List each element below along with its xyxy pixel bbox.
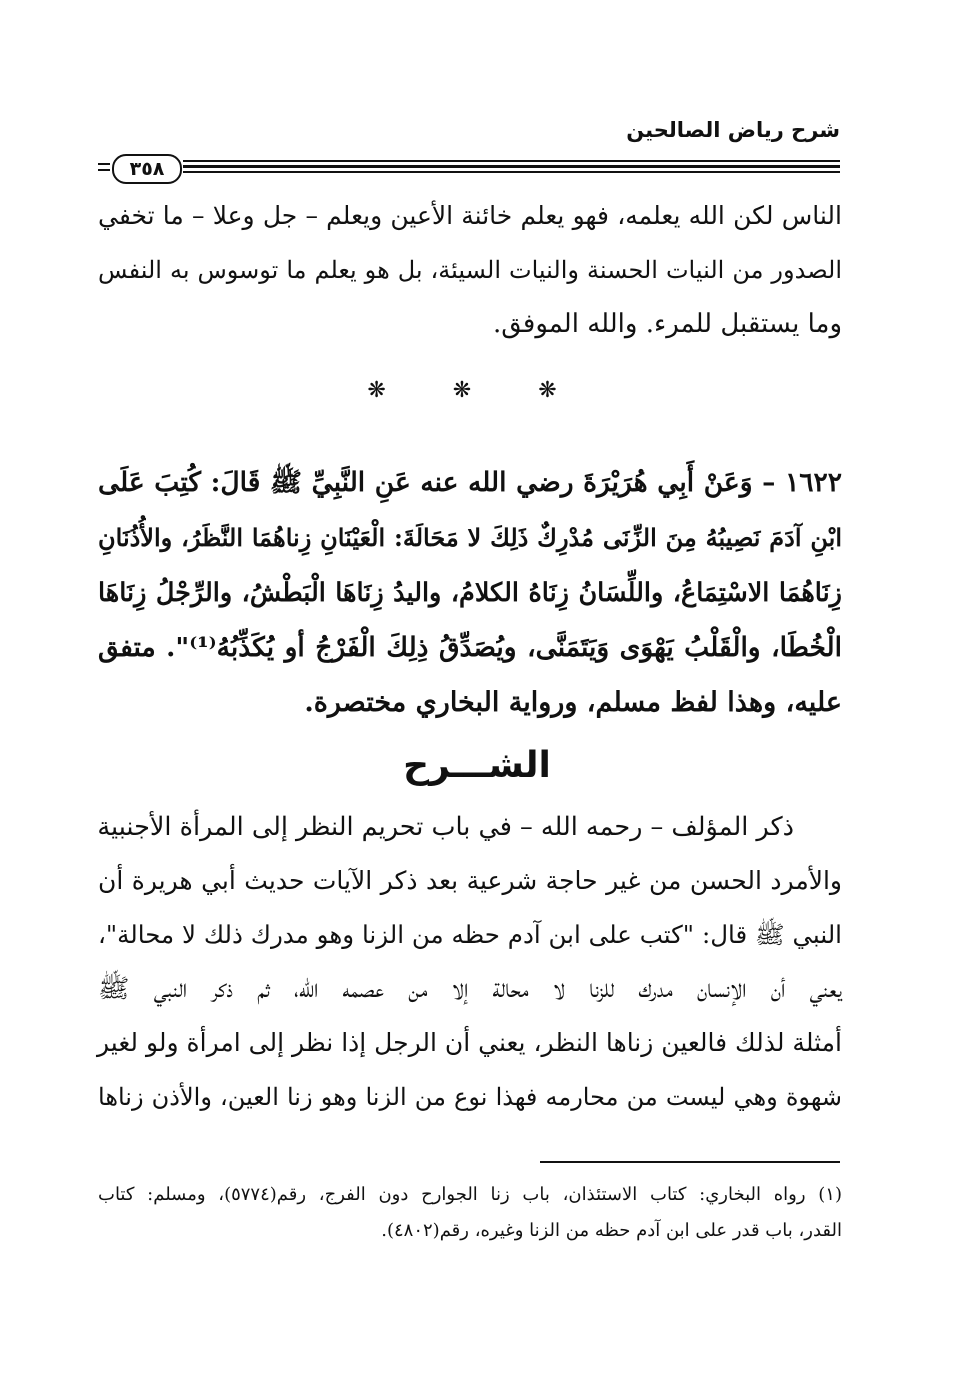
text-line: أمثلة لذلك فالعين زناها النظر، يعني أن الرجل إذا نظر إلى امرأة ولو لغير xyxy=(97,1028,842,1057)
text-line: وما يستقبل للمرء. والله الموفق. xyxy=(492,309,842,339)
footnotes xyxy=(98,1177,842,1257)
page-number: ٣٥٨ xyxy=(112,154,182,184)
hadith-line: الْخُطَا، والْقَلْبُ يَهْوَى وَيَتَمَنَّى، ويُصَدِّقُ ذِلِكَ الْفَرْجُ أو يُكَذِّبُهُ⁽¹⁾". متفق xyxy=(98,632,842,663)
header-rule-line xyxy=(183,160,840,162)
hadith-line: زِنَاهُمَا الاسْتِمَاعُ، واللِّسَانُ زِنَاهُ الكلامُ، واليدُ زِنَاهَا الْبَطْشُ، والرِّجْلُ زِنَاهَا xyxy=(98,578,842,608)
commentary-paragraph xyxy=(98,800,842,1130)
header-rule-line xyxy=(183,171,840,173)
page-number-tail xyxy=(98,169,110,171)
section-heading: الشـــرح xyxy=(403,745,551,786)
section-separator: ❋ ❋ ❋ xyxy=(367,378,587,403)
footnote-line: القدر، باب قدر على ابن آدم حظه من الزنا وغيره، رقم(٤٨٠٢). xyxy=(381,1220,842,1241)
text-line: يعني أن الإنسان مدرك للزنا لا محالة إلا من عصمه الله، ثم ذكر النبي ﷺ xyxy=(98,974,842,1004)
hadith-line: عليه، وهذا لفظ مسلم، ورواية البخاري مختصرة. xyxy=(304,687,842,718)
hadith-line: ابْنِ آدَمَ نَصِيبُهُ مِنَ الزِّنَى مُدْرِكٌ ذَلِكَ لا مَحَالَةَ: الْعَيْنَانِ زِناهُمَا النَّظَرُ، والأُذُنَانِ xyxy=(98,523,842,552)
text-line: والأمرد الحسن من غير حاجة شرعية بعد ذكر الآيات حديث أبي هريرة أن xyxy=(98,866,842,895)
footnote-line: (١) رواه البخاري: كتاب الاستئذان، باب زنا الجوارح دون الفرج، رقم(٥٧٧٤)، ومسلم: كتاب xyxy=(98,1184,842,1205)
header-rule-line xyxy=(183,165,840,168)
running-header-title: شرح رياض الصالحين xyxy=(626,118,840,142)
text-line: ذكر المؤلف – رحمه الله – في باب تحريم النظر إلى المرأة الأجنبية xyxy=(97,812,794,842)
hadith-line: ١٦٢٢ – وَعَنْ أَبِي هُرَيْرَةَ رضي الله عنه عَنِ النَّبِيِّ ﷺ قَالَ: كُتِبَ عَلَى xyxy=(98,467,842,498)
hadith-text xyxy=(98,456,842,726)
intro-paragraph xyxy=(98,189,842,351)
text-line: الصدور من النيات الحسنة والنيات السيئة، بل هو يعلم ما توسوس به النفس xyxy=(98,256,842,284)
text-line: الناس لكن الله يعلمه، فهو يعلم خائنة الأعين ويعلم – جل وعلا – ما تخفي xyxy=(98,201,842,230)
text-line: النبي ﷺ قال: "كتب على ابن آدم حظه من الزنا وهو مدرك ذلك لا محالة"، xyxy=(98,920,842,949)
page-header xyxy=(98,112,840,180)
footnote-divider xyxy=(540,1161,840,1163)
header-rule xyxy=(98,154,840,180)
page-number-tail xyxy=(98,163,110,165)
text-line: شهوة وهي ليست من محارمه فهذا نوع من الزنا وهو زنا العين، والأذن زناها xyxy=(98,1083,842,1111)
